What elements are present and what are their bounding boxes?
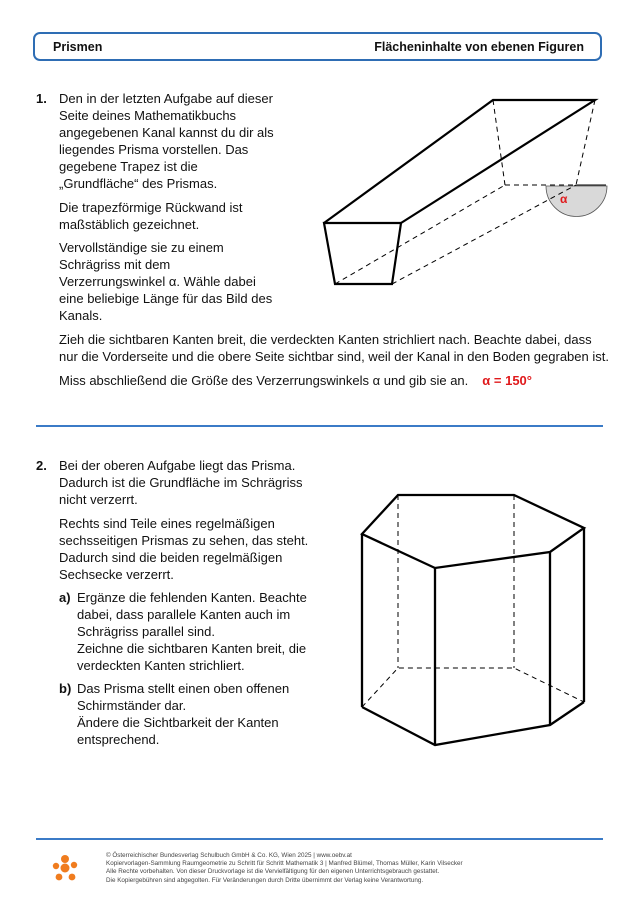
text-line: Rechts sind Teile eines regelmäßigen <box>59 516 275 531</box>
angle-arc <box>546 186 607 217</box>
publisher-logo-icon <box>50 853 80 883</box>
text-line: Ändere die Sichtbarkeit der Kanten <box>77 715 279 730</box>
text-line: Ergänze die fehlenden Kanten. Beachte <box>77 590 307 605</box>
text-line: Die trapezförmige Rückwand ist <box>59 200 243 215</box>
text-line: Sechsecke verzerrt. <box>59 567 174 582</box>
text-line: Bei der oberen Aufgabe liegt das Prisma. <box>59 458 296 473</box>
text-line: Verzerrungswinkel α. Wähle dabei <box>59 274 256 289</box>
text-line: Den in der letzten Aufgabe auf dieser <box>59 91 273 106</box>
text-line: nicht verzerrt. <box>59 492 138 507</box>
text-line: angegebenen Kanal kannst du dir als <box>59 125 274 140</box>
text-line: nur die Vorderseite und die obere Seite sichtbar sind, weil der Kanal in den Boden gegraben ist. <box>59 349 609 364</box>
text-line: Zieh die sichtbaren Kanten breit, die verdeckten Kanten strichliert nach. Beachte dabei, dass <box>59 332 592 347</box>
text-line: dabei, dass parallele Kanten auch im <box>77 607 291 622</box>
footer-copyright <box>106 852 463 885</box>
text-line: Miss abschließend die Größe des Verzerrungswinkels α und gib sie an. <box>59 373 469 388</box>
task2-number: 2. <box>36 458 47 473</box>
answer-text: α = 150° <box>482 373 532 388</box>
task1-angle-question <box>59 372 532 389</box>
footer-line: © Österreichischer Bundesverlag Schulbuch GmbH & Co. KG, Wien 2025 | www.oebv.at <box>106 852 352 859</box>
text-line: entsprechend. <box>77 732 160 747</box>
text-line: Dadurch sind die beiden regelmäßigen <box>59 550 283 565</box>
text-line: liegendes Prisma vorstellen. Das <box>59 142 249 157</box>
section-divider <box>36 425 603 427</box>
header-topic: Prismen <box>53 40 103 54</box>
channel-prism-drawing <box>310 90 610 295</box>
text-line: verdeckten Kanten strichliert. <box>77 658 245 673</box>
text-line: gegebene Trapez ist die <box>59 159 198 174</box>
page-header <box>33 32 602 61</box>
text-line: Vervollständige sie zu einem <box>59 240 224 255</box>
text-line: Schrägriss mit dem <box>59 257 171 272</box>
task1-number: 1. <box>36 91 47 106</box>
text-line: Kanals. <box>59 308 103 323</box>
text-line: Zeichne die sichtbaren Kanten breit, die <box>77 641 307 656</box>
angle-label: α <box>560 192 568 206</box>
footer-line: Alle Rechte vorbehalten. Von dieser Druckvorlage ist die Vervielfältigung für den eigenen Unterrichtsgebrauch gestattet. <box>106 868 440 876</box>
prism-visible-edges <box>362 495 584 745</box>
text-line: eine beliebige Länge für das Bild des <box>59 291 273 306</box>
text-line: Schirmständer dar. <box>77 698 187 713</box>
text-line: maßstäblich gezeichnet. <box>59 217 200 232</box>
front-trapezoid <box>324 223 401 284</box>
footer-divider <box>36 838 603 840</box>
text-line: Schrägriss parallel sind. <box>77 624 216 639</box>
subtask-b-label: b) <box>59 681 72 696</box>
text-line: Das Prisma stellt einen oben offenen <box>77 681 290 696</box>
text-line: Seite deines Mathematikbuchs <box>59 108 237 123</box>
subtask-a-label: a) <box>59 590 71 605</box>
text-line: Dadurch ist die Grundfläche im Schrägriss <box>59 475 303 490</box>
header-chapter: Flächeninhalte von ebenen Figuren <box>374 40 584 54</box>
footer-line: Die Kopiergebühren sind abgegolten. Für Veränderungen durch Dritte übernimmt der Verlag keine Verantwortung. <box>106 876 424 884</box>
hexagonal-prism-drawing <box>340 470 630 760</box>
footer-line: Kopiervorlagen-Sammlung Raumgeometrie zu Schritt für Schritt Mathematik 3 | Manfred Blümel, Thomas Müller, Karin Vilsecker <box>106 860 463 868</box>
text-line: „Grundfläche“ des Prismas. <box>59 176 218 191</box>
text-line: sechsseitigen Prismas zu sehen, das steht. <box>59 533 309 548</box>
